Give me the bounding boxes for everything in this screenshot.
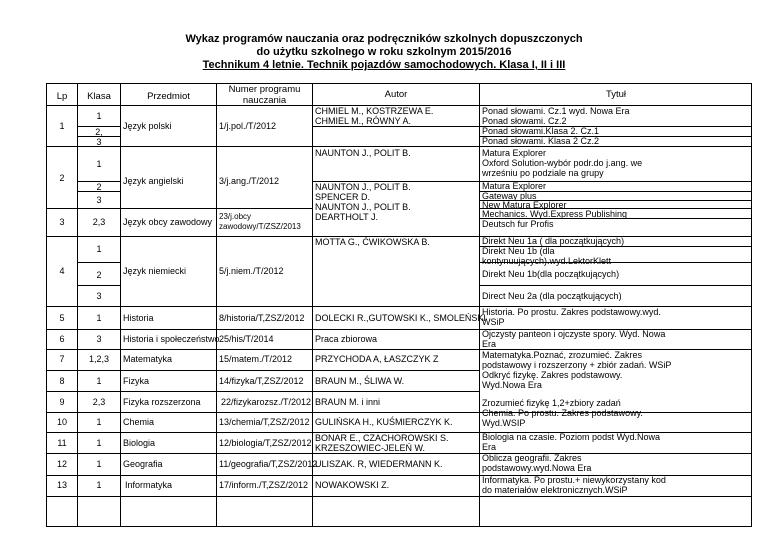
row-12-lp: 12 [56, 459, 67, 469]
tytul-text: Oxford Solution-wybór podr.do j.ang. we [482, 158, 643, 168]
row-1-klasa-1: 1 [96, 111, 102, 121]
tytul-text: Ponad słowami. Klasa 2 Cz.2 [482, 136, 600, 146]
row-11-klasa: 1 [96, 438, 102, 448]
row-13-klasa: 1 [96, 480, 102, 490]
header-przedmiot: Przedmiot [147, 91, 190, 102]
row-3-lp: 3 [59, 217, 65, 227]
tytul-text: kontynuujących).wyd.LektorKlett [482, 256, 612, 266]
row-3-numer-line-1: 23/j.obcy [219, 212, 252, 221]
row-1-przedmiot: Język polski [123, 121, 172, 131]
row-1-numer: 1/j.pol./T/2012 [219, 121, 277, 131]
row-9-numer: 22/fizykarozsz./T/2012 [221, 397, 312, 407]
autor-text: Praca zbiorowa [315, 334, 378, 344]
header-klasa: Klasa [87, 91, 111, 102]
autor-text: NAUNTON J., POLIT B. [315, 148, 411, 158]
row-12-numer: 11/geografia/T,ZSZ/2012 [219, 459, 318, 469]
tytul-text: Era [482, 442, 497, 452]
autor-text: DOLECKI R.,GUTOWSKI K., SMOLEŃSKI [315, 313, 486, 323]
row-11-numer: 12/biologia/T,ZSZ/2012 [219, 438, 312, 448]
tytul-text: Direkt Neu 1b (dla [482, 246, 555, 256]
autor-text: NAUNTON J., POLIT B. [315, 182, 411, 192]
row-1-lp: 1 [59, 121, 65, 131]
row-5-lp: 5 [59, 313, 65, 323]
tytul-text: Ponad słowami.Klasa 2. Cz.1 [482, 126, 600, 136]
row-7-klasa: 1,2,3 [88, 354, 110, 364]
tytul-text: Direkt Neu 1b(dla początkujących) [482, 269, 620, 279]
autor-text: MOTTA G., ĆWIKOWSKA B. [315, 237, 430, 247]
row-5-przedmiot: Historia [123, 313, 154, 323]
tytul-text: Biologia na czasie. Poziom podst Wyd.Nowa [482, 432, 661, 442]
header-lp: Lp [56, 91, 68, 102]
tytul-text: Zrozumieć fizykę 1,2+zbiory zadań [482, 398, 621, 408]
autor-text: NOWAKOWSKI Z. [315, 480, 390, 490]
autor-text: PRZYCHODA A, ŁASZCZYK Z [315, 354, 439, 364]
row-4-numer: 5/j.niem./T/2012 [219, 266, 284, 276]
row-13-przedmiot: Informatyka [125, 480, 173, 490]
row-9-lp: 9 [59, 397, 65, 407]
row-12-klasa: 1 [96, 459, 102, 469]
row-11-przedmiot: Biologia [123, 438, 156, 448]
row-6-klasa: 3 [96, 334, 102, 344]
tytul-text: Deutsch fur Profis [482, 219, 554, 229]
header-tytul: Tytuł [605, 89, 627, 100]
tytul-text: podstawowy.wyd.Nowa Era [482, 463, 592, 473]
row-5-klasa: 1 [96, 313, 102, 323]
row-3-klasa: 2,3 [92, 217, 106, 227]
row-2-lp: 2 [59, 173, 65, 183]
tytul-text: Matura Explorer [482, 148, 547, 158]
row-1-klasa-2: 2, [95, 127, 103, 137]
row-6-przedmiot: Historia i społeczeństwo [123, 334, 220, 344]
autor-text: NAUNTON J., POLIT B. [315, 202, 411, 212]
row-11-lp: 11 [57, 438, 67, 448]
tytul-text: Era [482, 339, 497, 349]
tytul-text: Informatyka. Po prostu.+ niewykorzystany kod [482, 475, 666, 485]
autor-text: ULISZAK. R, WIEDERMANN K. [315, 459, 443, 469]
tytul-text: podstawowy i rozszerzony + zbiór zadań. WSiP [482, 360, 672, 370]
row-8-lp: 8 [59, 376, 65, 386]
tytul-text: Mechanics. Wyd.Express Publishing [482, 209, 627, 219]
row-4-klasa-1: 1 [96, 244, 102, 254]
row-7-przedmiot: Matematyka [123, 354, 173, 364]
autor-text: GULIŃSKA H., KUŚMIERCZYK K. [315, 417, 453, 427]
document-title-line-2: do użytku szkolnego w roku szkolnym 2015/2016 [256, 46, 512, 58]
row-4-klasa-2: 2 [96, 270, 102, 280]
tytul-text: Chemia. Po prostu. Zakres podstawowy. [482, 408, 643, 418]
tytul-text: Ponad słowami. Cz.1 wyd. Nowa Era [482, 106, 630, 116]
row-7-lp: 7 [59, 354, 65, 364]
row-2-przedmiot: Język angielski [123, 176, 184, 186]
row-3-numer-line-2: zawodowy/T/ZSZ/2013 [219, 222, 301, 231]
row-13-numer: 17/inform./T,ZSZ/2012 [219, 480, 309, 490]
row-2-klasa-2: 2 [96, 182, 102, 192]
row-2-klasa-1: 1 [96, 159, 102, 169]
tytul-text: New Matura Explorer [482, 200, 567, 210]
tytul-text: WSiP [482, 317, 505, 327]
row-8-numer: 14/fizyka/T,ZSZ/2012 [219, 376, 304, 386]
row-7-numer: 15/matem./T/2012 [219, 354, 293, 364]
row-4-przedmiot: Język niemiecki [123, 266, 187, 276]
tytul-text: Oblicza geografii. Zakres [482, 453, 582, 463]
header-numer-programu: Numer programu nauczania [228, 84, 301, 106]
row-2-numer: 3/j.ang./T/2012 [219, 176, 280, 186]
row-13-lp: 13 [56, 480, 67, 490]
row-8-przedmiot: Fizyka [123, 376, 150, 386]
tytul-text: Direkt Neu 1a ( dla początkujących) [482, 236, 625, 246]
row-4-lp: 4 [59, 266, 65, 276]
tytul-text: Ponad słowami. Cz.2 [482, 116, 567, 126]
autor-text: DEARTHOLT J. [315, 212, 379, 222]
row-10-lp: 10 [56, 417, 67, 427]
row-3-przedmiot: Język obcy zawodowy [123, 217, 213, 227]
tytul-text: Historia. Po prostu. Zakres podstawowy.wyd. [482, 307, 661, 317]
tytul-text: Matura Explorer [482, 181, 547, 191]
tytul-text: Wyd.Nowa Era [482, 380, 542, 390]
row-2-klasa-3: 3 [96, 195, 102, 205]
tytul-text: Matematyka.Poznać, zrozumieć. Zakres [482, 350, 643, 360]
autor-text: CHMIEL M., RÓWNY A. [315, 116, 412, 126]
tytul-text: Ojczysty panteon i ojczyste spory. Wyd. Nowa [482, 329, 666, 339]
tytul-text: Direct Neu 2a (dla początkujących) [482, 291, 622, 301]
tytul-text: wrześniu po podziale na grupy [482, 168, 604, 178]
row-10-przedmiot: Chemia [123, 417, 155, 427]
tytul-text: Odkryć fizykę. Zakres podstawowy. [482, 370, 623, 380]
autor-text: SPENCER D. [315, 192, 371, 202]
row-10-klasa: 1 [96, 417, 102, 427]
row-6-numer: 25/his/T/2014 [219, 334, 274, 344]
row-5-numer: 8/historia/T,ZSZ/2012 [219, 313, 305, 323]
row-12-przedmiot: Geografia [123, 459, 163, 469]
row-8-klasa: 1 [96, 376, 102, 386]
document-title-line-1: Wykaz programów nauczania oraz podręczników szkolnych dopuszczonych [185, 33, 583, 45]
autor-text: KRZESZOWIEC-JELEŃ W. [315, 443, 426, 453]
row-6-lp: 6 [59, 334, 65, 344]
autor-text: BRAUN M., ŚLIWA W. [315, 376, 405, 386]
row-9-przedmiot: Fizyka rozszerzona [123, 397, 201, 407]
header-autor: Autor [384, 89, 408, 100]
tytul-text: Gateway plus [482, 191, 537, 201]
row-9-klasa: 2,3 [92, 397, 106, 407]
row-4-klasa-3: 3 [96, 291, 102, 301]
document-subtitle: Technikum 4 letnie. Technik pojazdów samochodowych. Klasa I, II i III [202, 59, 566, 71]
autor-text: BRAUN M. i inni [315, 397, 381, 407]
row-1-klasa-3: 3 [96, 137, 102, 147]
autor-text: CHMIEL M., KOSTRZEWA E. [315, 106, 434, 116]
autor-text: BONAR E., CZACHOROWSKI S. [315, 433, 449, 443]
tytul-text: do materiałów elektronicznych.WSiP [482, 485, 628, 495]
tytul-text: Wyd.WSIP [482, 418, 526, 428]
row-10-numer: 13/chemia/T,ZSZ/2012 [219, 417, 310, 427]
